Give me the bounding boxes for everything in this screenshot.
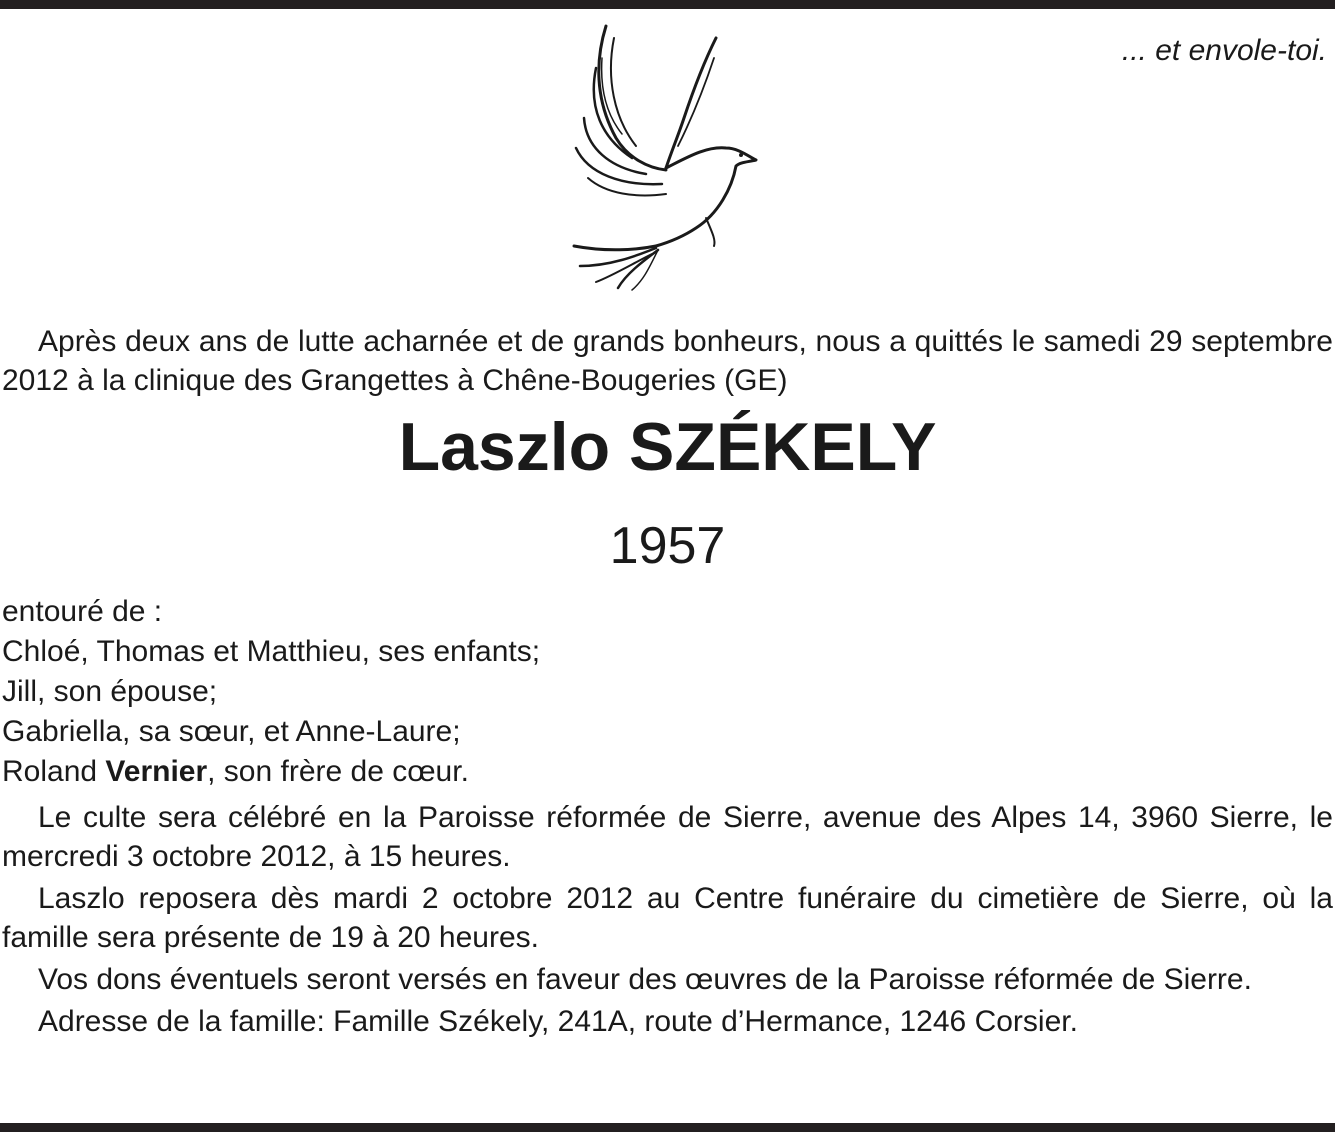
- family-last-bold: Vernier: [105, 755, 208, 788]
- family-list: [2, 592, 1333, 792]
- top-rule: [0, 0, 1335, 9]
- intro-paragraph: Après deux ans de lutte acharnée et de grands bonheurs, nous a quittés le samedi 29 septembre 2012 à la clinique des Grangettes à Chêne-Bougeries (GE): [2, 325, 1333, 397]
- family-last-suffix: , son frère de cœur.: [207, 755, 469, 788]
- family-heading: entouré de :: [2, 595, 163, 628]
- details-section: [2, 798, 1333, 1044]
- motto: ... et envole-toi.: [1121, 34, 1327, 67]
- deceased-year: 1957: [609, 517, 726, 575]
- dove-icon: [566, 18, 766, 292]
- family-line-last: [2, 752, 1333, 792]
- deceased-name: Laszlo SZÉKELY: [398, 409, 937, 485]
- bottom-rule: [0, 1123, 1335, 1132]
- ceremony-paragraph: Le culte sera célébré en la Paroisse réformée de Sierre, avenue des Alpes 14, 3960 Sierre, le mercredi 3 octobre 2012, à 15 heures.: [2, 801, 1333, 873]
- family-line: Jill, son épouse;: [2, 675, 218, 708]
- family-last-prefix: Roland: [2, 755, 106, 788]
- viewing-paragraph: Laszlo reposera dès mardi 2 octobre 2012 au Centre funéraire du cimetière de Sierre, où la famille sera présente de 19 à 20 heures.: [2, 882, 1333, 954]
- donations-paragraph: Vos dons éventuels seront versés en faveur des œuvres de la Paroisse réformée de Sierre.: [38, 963, 1252, 996]
- family-line: Chloé, Thomas et Matthieu, ses enfants;: [2, 635, 541, 668]
- family-line: Gabriella, sa sœur, et Anne-Laure;: [2, 715, 461, 748]
- address-paragraph: Adresse de la famille: Famille Székely, 241A, route d’Hermance, 1246 Corsier.: [38, 1005, 1078, 1038]
